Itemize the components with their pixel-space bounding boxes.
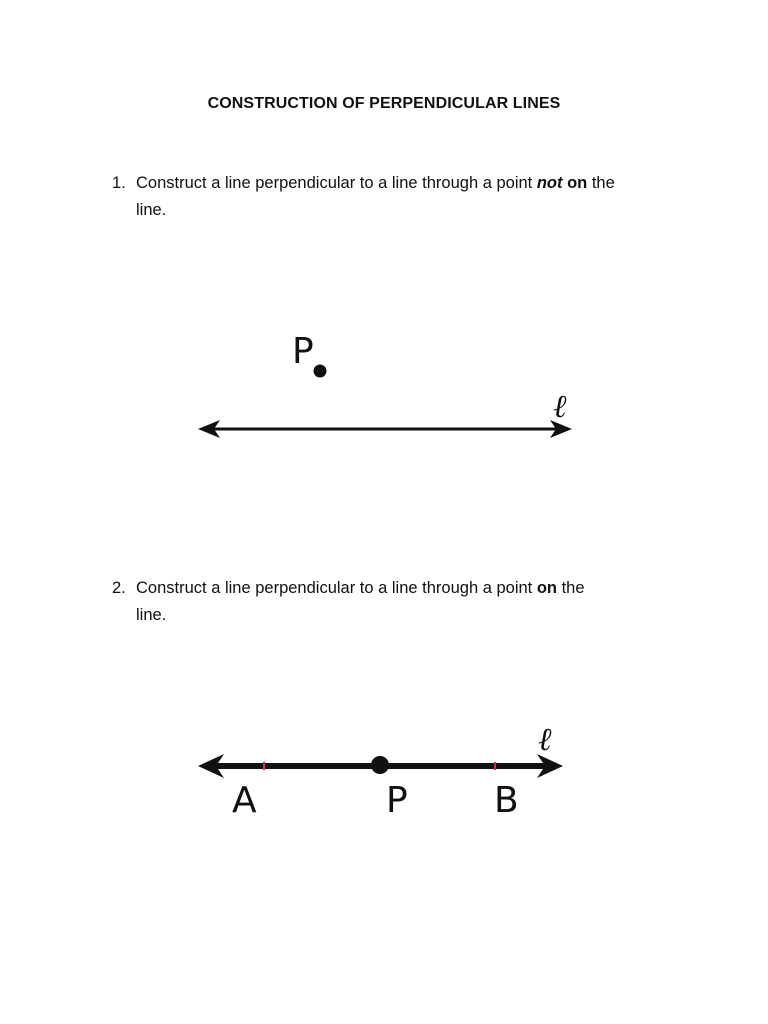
question-1-number: 1.: [112, 174, 126, 192]
figure-2: [198, 720, 563, 821]
worksheet-title: CONSTRUCTION OF PERPENDICULAR LINES: [207, 95, 561, 112]
figure-1-point: [314, 365, 327, 378]
figure-2-label-a: A: [232, 780, 257, 821]
figure-2-point-p: [371, 756, 389, 774]
question-2-emphasis-on: on: [536, 579, 558, 597]
question-2-text-line2: line.: [136, 606, 167, 624]
question-2-text-before: Construct a line perpendicular to a line through a point: [136, 579, 537, 597]
question-1-text-after: the: [587, 174, 615, 192]
figure-1: [198, 331, 572, 438]
figure-1-line-label: ℓ: [553, 387, 567, 425]
question-1-text-line2: line.: [136, 201, 167, 219]
figure-2-line-label: ℓ: [538, 720, 552, 758]
question-2-number: 2.: [112, 579, 126, 597]
question-2-text-after: the: [557, 579, 585, 597]
figure-1-point-label: P: [292, 331, 314, 372]
figure-2-label-p: P: [386, 780, 408, 821]
question-1-emphasis-on: on: [567, 174, 588, 192]
figure-2-label-b: B: [494, 780, 519, 821]
question-1-emphasis-not: not: [536, 174, 563, 192]
question-1-text-before: Construct a line perpendicular to a line through a point: [136, 174, 537, 192]
